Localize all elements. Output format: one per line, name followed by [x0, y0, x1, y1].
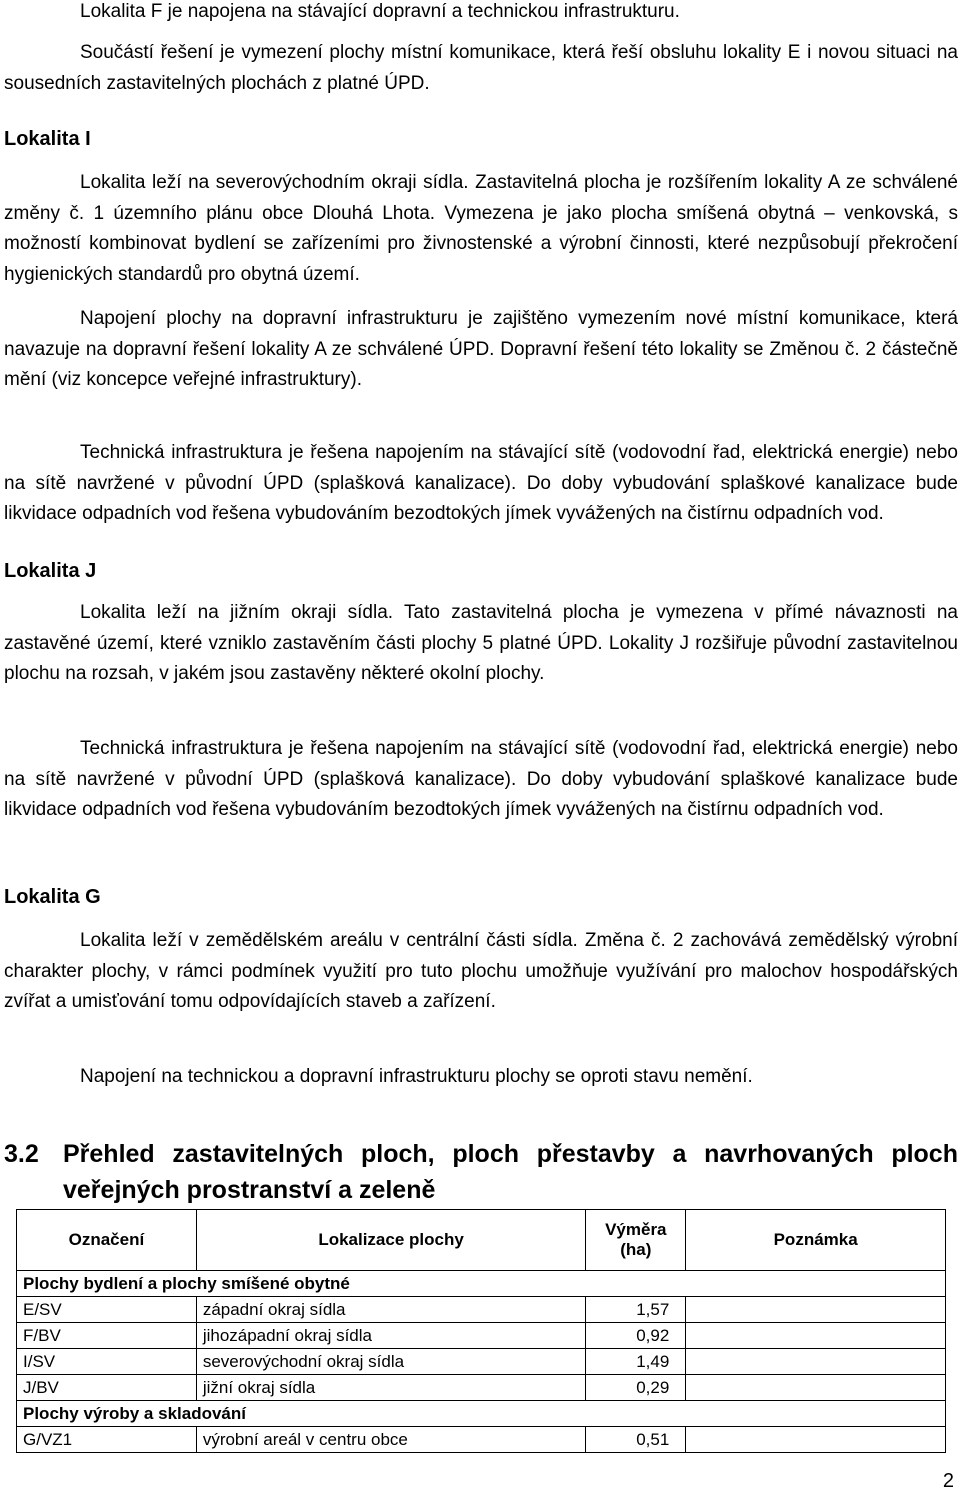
header-oznaceni: Označení — [17, 1210, 197, 1271]
cell-code: I/SV — [17, 1349, 197, 1375]
heading-lokalita-i: Lokalita I — [4, 128, 91, 150]
cell-note — [686, 1323, 946, 1349]
paragraph-f-road: Součástí řešení je vymezení plochy místní komunikace, která řeší obsluhu lokality E i novou situaci na sousedních zastavitelných plochách z platné ÚPD. — [4, 42, 958, 94]
header-vymera: Výměra (ha) — [586, 1210, 686, 1271]
table-row — [17, 1323, 946, 1349]
table-row — [17, 1297, 946, 1323]
paragraph-i-transport: Napojení plochy na dopravní infrastrukturu je zajištěno vymezením nové místní komunikace, která navazuje na dopravní řešení lokality A ze schválené ÚPD. Dopravní řešení této lokality se Změnou č. 2 částečně mění (viz koncepce veřejné infrastruktury). — [4, 308, 958, 390]
group-label-vyroba: Plochy výroby a skladování — [17, 1401, 946, 1427]
group-label-bydleni: Plochy bydlení a plochy smíšené obytné — [17, 1271, 946, 1297]
table-row — [17, 1375, 946, 1401]
table-row — [17, 1427, 946, 1453]
cell-code: G/VZ1 — [17, 1427, 197, 1453]
cell-note — [686, 1375, 946, 1401]
header-poznamka: Poznámka — [686, 1210, 946, 1271]
cell-note — [686, 1427, 946, 1453]
cell-code: J/BV — [17, 1375, 197, 1401]
cell-note — [686, 1349, 946, 1375]
section-title: Přehled zastavitelných ploch, ploch přestavby a navrhovaných ploch veřejných prostranství a zeleně — [63, 1140, 958, 1204]
cell-area: 0,29 — [586, 1375, 686, 1401]
paragraph-j-location: Lokalita leží na jižním okraji sídla. Tato zastavitelná plocha je vymezena v přímé návaznosti na zastavěné území, které vzniklo zastavěním části plochy 5 platné ÚPD. Lokality J rozšiřuje původní zastavitelnou plochu na rozsah, v jakém jsou zastavěny některé okolní plochy. — [4, 602, 958, 684]
cell-location: západní okraj sídla — [196, 1297, 586, 1323]
cell-area: 1,57 — [586, 1297, 686, 1323]
section-heading — [4, 1136, 958, 1208]
cell-location: výrobní areál v centru obce — [196, 1427, 586, 1453]
paragraph-j-technical: Technická infrastruktura je řešena napojením na stávající sítě (vodovodní řad, elektrická energie) nebo na sítě navržené v původní ÚPD (splašková kanalizace). Do doby vybudování splaškové kanalizace bude likvidace odpadních vod řešena vybudováním bezodtokých jímek vyvážených na čistírnu odpadních vod. — [4, 738, 958, 820]
table-header-row — [17, 1210, 946, 1271]
section-number: 3.2 — [4, 1140, 39, 1168]
cell-location: severovýchodní okraj sídla — [196, 1349, 586, 1375]
page-number: 2 — [942, 1470, 954, 1492]
cell-note — [686, 1297, 946, 1323]
paragraph-g-location: Lokalita leží v zemědělském areálu v centrální části sídla. Změna č. 2 zachovává zemědělský výrobní charakter plochy, v rámci podmínek využití pro tuto plochu umožňuje využívání pro malochov hospodářských zvířat a umisťování tomu odpovídajících staveb a zařízení. — [4, 930, 958, 1012]
paragraph-f-infrastructure: Lokalita F je napojena na stávající dopravní a technickou infrastrukturu. — [80, 1, 680, 22]
paragraph-i-location: Lokalita leží na severovýchodním okraji sídla. Zastavitelná plocha je rozšířením lokality A ze schválené změny č. 1 územního plánu obce Dlouhá Lhota. Vymezena je jako plocha smíšená obytná – venkovská, s možností kombinovat bydlení se zařízeními pro živnostenské a výrobní činnosti, které nezpůsobují překročení hygienických standardů pro obytná území. — [4, 172, 958, 285]
table-group-row — [17, 1401, 946, 1427]
cell-area: 0,51 — [586, 1427, 686, 1453]
paragraph-g-infrastructure: Napojení na technickou a dopravní infrastrukturu plochy se oproti stavu nemění. — [80, 1066, 753, 1087]
cell-location: jihozápadní okraj sídla — [196, 1323, 586, 1349]
cell-area: 1,49 — [586, 1349, 686, 1375]
paragraph-i-technical: Technická infrastruktura je řešena napojením na stávající sítě (vodovodní řad, elektrická energie) nebo na sítě navržené v původní ÚPD (splašková kanalizace). Do doby vybudování splaškové kanalizace bude likvidace odpadních vod řešena vybudováním bezodtokých jímek vyvážených na čistírnu odpadních vod. — [4, 442, 958, 524]
cell-location: jižní okraj sídla — [196, 1375, 586, 1401]
header-lokalizace: Lokalizace plochy — [196, 1210, 586, 1271]
heading-lokalita-j: Lokalita J — [4, 560, 97, 582]
table-row — [17, 1349, 946, 1375]
cell-area: 0,92 — [586, 1323, 686, 1349]
heading-lokalita-g: Lokalita G — [4, 886, 101, 908]
cell-code: F/BV — [17, 1323, 197, 1349]
areas-table — [16, 1209, 946, 1453]
table-group-row — [17, 1271, 946, 1297]
cell-code: E/SV — [17, 1297, 197, 1323]
